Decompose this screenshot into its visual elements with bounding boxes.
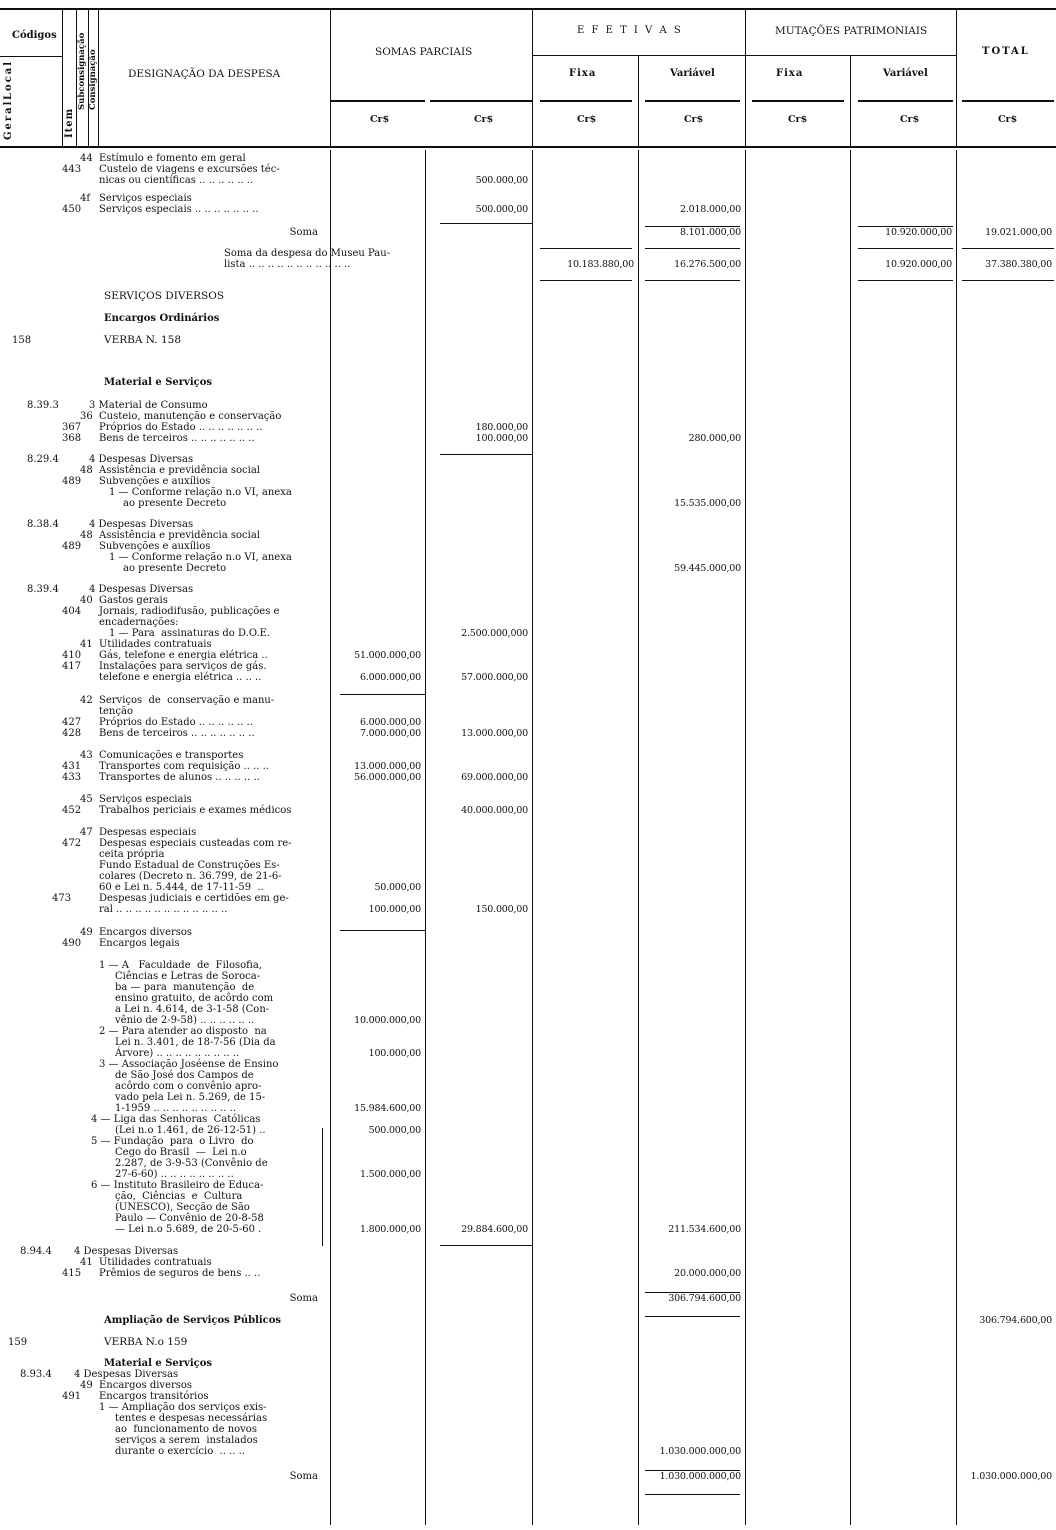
row-label: Instalações para serviços de gás. (99, 661, 267, 672)
row-label: lista .. .. .. .. .. .. .. .. .. .. .. (224, 259, 351, 270)
amount-ev: 1.030.000.000,00 (659, 1446, 741, 1457)
row-code: 410 (62, 650, 82, 661)
subtotal-rule (645, 1494, 740, 1495)
row-label: — Lei n.o 5.689, de 20-5-60 . (115, 1224, 262, 1235)
row-label: vênio de 2-9-58) .. .. .. .. .. .. (115, 1015, 255, 1026)
amount-ev: 2.018.000,00 (679, 204, 741, 215)
row-label: Gastos gerais (99, 595, 168, 606)
amount-ev: 59.445.000,00 (674, 563, 741, 574)
header-subrule (645, 100, 740, 102)
row-code: 8.39.3 (27, 400, 59, 411)
subtotal-rule (440, 454, 532, 455)
row-code: 404 (62, 606, 82, 617)
row-code: 48 (80, 530, 93, 541)
amount-ev: 20.000.000,00 (674, 1268, 741, 1279)
row-code: 43 (80, 750, 93, 761)
row-code: 8.39.4 (27, 584, 59, 595)
subtotal-rule (340, 930, 425, 931)
row-code: 473 (52, 893, 72, 904)
row-code: 49 (80, 927, 93, 938)
row-label: 3 Material de Consumo (89, 400, 208, 411)
subtotal-rule (340, 694, 425, 695)
header-efetivas: E F E T I V A S (577, 25, 683, 36)
row-label: 4 — Liga das Senhoras Católicas (91, 1114, 261, 1125)
row-label: 4 Despesas Diversas (74, 1246, 179, 1257)
row-label: Fundo Estadual de Construções Es- (99, 860, 280, 871)
section-subheading: Material e Serviços (104, 377, 213, 388)
row-label: Despesas especiais (99, 827, 197, 838)
row-label: Próprios do Estado .. .. .. .. .. .. (99, 717, 253, 728)
amount-sp1: 1.800.000,00 (359, 1224, 421, 1235)
row-label: vado pela Lei n. 5.269, de 15- (115, 1092, 266, 1103)
currency-label: Cr$ (370, 114, 390, 125)
row-label: ba — para manutenção de (115, 982, 255, 993)
currency-label: Cr$ (474, 114, 494, 125)
row-label: encadernações: (99, 617, 179, 628)
header-local: Local (3, 59, 14, 100)
row-label: Bens de terceiros .. .. .. .. .. .. .. (99, 433, 255, 444)
amount-ev: 8.101.000,00 (679, 227, 741, 238)
amount-ev: 16.276.500,00 (674, 259, 741, 270)
header-subrule (330, 100, 425, 102)
subtotal-rule (645, 1316, 740, 1317)
amount-sp1: 100.000,00 (368, 1048, 421, 1059)
header-subrule (0, 56, 62, 57)
row-label: Comunicações e transportes (99, 750, 244, 761)
header-item: Item (64, 107, 75, 138)
row-label: Transportes com requisição .. .. .. (99, 761, 269, 772)
amount-ev: 280.000,00 (688, 433, 741, 444)
subtotal-rule (645, 280, 740, 281)
row-code: 42 (80, 695, 93, 706)
subtotal-rule (440, 1245, 532, 1246)
header-divider (956, 10, 957, 146)
header-fixa: Fixa (569, 68, 597, 79)
row-label: Assistência e previdência social (99, 530, 260, 541)
row-label: Serviços especiais (99, 193, 192, 204)
amount-total: 306.794.600,00 (979, 1315, 1052, 1326)
row-label: Despesas especiais custeadas com re- (99, 838, 292, 849)
row-label: Assistência e previdência social (99, 465, 260, 476)
row-code: 36 (80, 411, 93, 422)
row-label: telefone e energia elétrica .. .. .. (99, 672, 262, 683)
row-code: 4f (80, 193, 91, 204)
subtotal-rule (645, 248, 740, 249)
header-divider (98, 10, 99, 146)
column-divider (532, 150, 533, 1525)
row-label: ao funcionamento de novos (115, 1424, 257, 1435)
row-label: ao presente Decreto (123, 563, 227, 574)
row-code: 490 (62, 938, 82, 949)
row-label: 3 — Associação Joséense de Ensino (99, 1059, 279, 1070)
amount-total: 1.030.000.000,00 (970, 1471, 1052, 1482)
header-divider (745, 10, 746, 146)
header-divider (330, 10, 331, 146)
row-code: 417 (62, 661, 82, 672)
amount-ev: 306.794.600,00 (668, 1293, 741, 1304)
row-label: Paulo — Convênio de 20-8-58 (115, 1213, 264, 1224)
header-designacao: DESIGNAÇÃO DA DESPESA (128, 68, 281, 80)
row-label: 1-1959 .. .. .. .. .. .. .. .. .. (115, 1103, 237, 1114)
amount-sp1: 51.000.000,00 (354, 650, 421, 661)
subtotal-rule (540, 280, 632, 281)
header-subrule (540, 100, 632, 102)
row-label: (UNESCO), Secção de São (115, 1202, 250, 1213)
row-label: 4 Despesas Diversas (89, 584, 194, 595)
row-code: 443 (62, 164, 82, 175)
row-label: a Lei n. 4.614, de 3-1-58 (Con- (115, 1004, 270, 1015)
amount-sp1: 56.000.000,00 (354, 772, 421, 783)
amount-total: 19.021.000,00 (985, 227, 1052, 238)
row-label: Jornais, radiodifusão, publicações e (99, 606, 280, 617)
amount-sp1: 50.000,00 (374, 882, 421, 893)
amount-sp1: 1.500.000,00 (359, 1169, 421, 1180)
subtotal-rule (962, 280, 1054, 281)
row-code: 8.38.4 (27, 519, 59, 530)
row-code: 45 (80, 794, 93, 805)
amount-mv: 10.920.000,00 (885, 227, 952, 238)
row-label: Árvore) .. .. .. .. .. .. .. .. .. (115, 1048, 240, 1059)
row-label: 4 Despesas Diversas (74, 1369, 179, 1380)
amount-sp2: 69.000.000,00 (461, 772, 528, 783)
header-somas-parciais: SOMAS PARCIAIS (375, 46, 473, 58)
row-code: 415 (62, 1268, 82, 1279)
subtotal-rule (858, 280, 953, 281)
row-code: 158 (12, 335, 32, 346)
row-code: 427 (62, 717, 82, 728)
header-subrule (430, 100, 532, 102)
header-divider (638, 55, 639, 146)
column-divider (330, 150, 331, 1525)
row-label: Próprios do Estado .. .. .. .. .. .. .. (99, 422, 263, 433)
row-label: de São José dos Campos de (115, 1070, 254, 1081)
amount-sp2: 2.500.000,000 (461, 628, 528, 639)
subtotal-rule (540, 248, 632, 249)
section-heading: VERBA N. 158 (104, 334, 182, 346)
header-subrule (532, 55, 956, 56)
row-label: ceita própria (99, 849, 165, 860)
currency-label: Cr$ (577, 114, 597, 125)
amount-sp2: 180.000,00 (475, 422, 528, 433)
section-subheading: Material e Serviços (104, 1358, 213, 1369)
currency-label: Cr$ (788, 114, 808, 125)
header-variavel: Variável (670, 68, 715, 79)
amount-sp1: 10.000.000,00 (354, 1015, 421, 1026)
header-codigos: Códigos (12, 30, 57, 41)
row-code: 452 (62, 805, 82, 816)
amount-sp1: 15.984.600,00 (354, 1103, 421, 1114)
amount-ef: 10.183.880,00 (567, 259, 634, 270)
amount-sp2: 500.000,00 (475, 175, 528, 186)
row-label: 1 — Ampliação dos serviços exis- (99, 1402, 267, 1413)
amount-sp2: 150.000,00 (475, 904, 528, 915)
row-code: 367 (62, 422, 82, 433)
row-label: Encargos legais (99, 938, 180, 949)
row-label: tenção (99, 706, 133, 717)
row-label: nicas ou científicas .. .. .. .. .. .. (99, 175, 254, 186)
subtotal-rule (440, 223, 532, 224)
row-label: (Lei n.o 1.461, de 26-12-51) .. (115, 1125, 266, 1136)
section-subheading: Ampliação de Serviços Públicos (104, 1315, 282, 1326)
row-label: Utilidades contratuais (99, 1257, 212, 1268)
amount-sp2: 500.000,00 (475, 204, 528, 215)
row-label: Soma (289, 1471, 318, 1482)
header-total: TOTAL (982, 46, 1030, 57)
row-label: 2 — Para atender ao disposto na (99, 1026, 267, 1037)
column-divider (425, 150, 426, 1525)
amount-total: 37.380.380,00 (985, 259, 1052, 270)
amount-sp1: 500.000,00 (368, 1125, 421, 1136)
row-code: 431 (62, 761, 82, 772)
row-label: 4 Despesas Diversas (89, 519, 194, 530)
row-label: durante o exercício .. .. .. (115, 1446, 245, 1457)
amount-sp1: 7.000.000,00 (359, 728, 421, 739)
section-subheading: Encargos Ordinários (104, 313, 220, 324)
row-label: Estímulo e fomento em geral (99, 153, 246, 164)
row-code: 44 (80, 153, 93, 164)
row-code: 450 (62, 204, 82, 215)
amount-mv: 10.920.000,00 (885, 259, 952, 270)
row-code: 40 (80, 595, 93, 606)
row-label: Lei n. 3.401, de 18-7-56 (Dia da (115, 1037, 276, 1048)
row-label: 1 — Conforme relação n.o VI, anexa (109, 487, 292, 498)
row-label: Encargos transitórios (99, 1391, 209, 1402)
amount-ev: 1.030.000.000,00 (659, 1471, 741, 1482)
currency-label: Cr$ (684, 114, 704, 125)
row-label: Serviços de conservação e manu- (99, 695, 275, 706)
row-label: Soma (289, 1293, 318, 1304)
row-label: Trabalhos periciais e exames médicos (99, 805, 292, 816)
row-label: Subvenções e auxílios (99, 476, 211, 487)
row-code: 428 (62, 728, 82, 739)
row-code: 41 (80, 1257, 93, 1268)
amount-sp2: 40.000.000,00 (461, 805, 528, 816)
amount-sp2: 57.000.000,00 (461, 672, 528, 683)
row-label: Utilidades contratuais (99, 639, 212, 650)
top-rule (0, 8, 1056, 10)
row-label: serviços a serem instalados (115, 1435, 258, 1446)
row-code: 49 (80, 1380, 93, 1391)
row-label: Prêmios de seguros de bens .. .. (99, 1268, 261, 1279)
row-label: Despesas judiciais e certidões em ge- (99, 893, 289, 904)
row-label: ral .. .. .. .. .. .. .. .. .. .. .. .. (99, 904, 228, 915)
header-subrule (962, 100, 1054, 102)
row-label: acôrdo com o convênio apro- (115, 1081, 262, 1092)
row-label: 27-6-60) .. .. .. .. .. .. .. .. (115, 1169, 234, 1180)
row-label: 4 Despesas Diversas (89, 454, 194, 465)
amount-sp2: 29.884.600,00 (461, 1224, 528, 1235)
header-geral: Geral (3, 99, 14, 140)
row-label: 1 — Conforme relação n.o VI, anexa (109, 552, 292, 563)
amount-sp2: 100.000,00 (475, 433, 528, 444)
row-label: Encargos diversos (99, 1380, 193, 1391)
row-code: 433 (62, 772, 82, 783)
row-label: Serviços especiais (99, 794, 192, 805)
header-subrule (858, 100, 953, 102)
row-label: 1 — Para assinaturas do D.O.E. (109, 628, 271, 639)
amount-sp1: 13.000.000,00 (354, 761, 421, 772)
row-label: Ciências e Letras de Soroca- (115, 971, 261, 982)
subtotal-rule (962, 248, 1054, 249)
amount-sp1: 6.000.000,00 (359, 672, 421, 683)
row-code: 472 (62, 838, 82, 849)
row-label: Transportes de alunos .. .. .. .. .. (99, 772, 260, 783)
header-consignacao: Consignação (88, 49, 98, 110)
row-label: Gás, telefone e energia elétrica .. (99, 650, 268, 661)
header-subconsignacao: Subconsignação (77, 32, 87, 110)
row-label: Serviços especiais .. .. .. .. .. .. .. (99, 204, 259, 215)
row-label: colares (Decreto n. 36.799, de 21-6- (99, 871, 282, 882)
row-code: 47 (80, 827, 93, 838)
subtotal-rule (858, 248, 953, 249)
row-label: ensino gratuito, de acôrdo com (115, 993, 274, 1004)
header-fixa-mutacoes: Fixa (776, 68, 804, 79)
row-label: Soma da despesa do Museu Pau- (224, 248, 391, 259)
column-divider (745, 150, 746, 1525)
bracket-line (322, 1128, 323, 1246)
header-divider (850, 55, 851, 146)
currency-label: Cr$ (900, 114, 920, 125)
row-label: tentes e despesas necessárias (115, 1413, 268, 1424)
row-code: 8.94.4 (20, 1246, 52, 1257)
header-subrule (752, 100, 844, 102)
row-label: ao presente Decreto (123, 498, 227, 509)
row-label: Custeio, manutenção e conservação (99, 411, 282, 422)
amount-sp2: 13.000.000,00 (461, 728, 528, 739)
row-label: Custeio de viagens e excursões téc- (99, 164, 280, 175)
amount-sp1: 100.000,00 (368, 904, 421, 915)
row-label: 5 — Fundação para o Livro do (91, 1136, 254, 1147)
column-divider (850, 150, 851, 1525)
row-code: 48 (80, 465, 93, 476)
row-label: 1 — A Faculdade de Filosofia, (99, 960, 262, 971)
row-code: 159 (8, 1337, 28, 1348)
header-variavel-mutacoes: Variável (883, 68, 928, 79)
amount-ev: 15.535.000,00 (674, 498, 741, 509)
header-mutacoes: MUTAÇÕES PATRIMONIAIS (775, 25, 928, 37)
header-divider (62, 10, 63, 146)
header-bottom-rule (0, 146, 1056, 148)
row-code: 491 (62, 1391, 82, 1402)
row-label: Cego do Brasil — Lei n.o (115, 1147, 247, 1158)
row-label: ção, Ciências e Cultura (115, 1191, 243, 1202)
header-divider (532, 10, 533, 146)
column-divider (638, 150, 639, 1525)
row-label: 6 — Instituto Brasileiro de Educa- (91, 1180, 264, 1191)
row-code: 489 (62, 476, 82, 487)
row-code: 41 (80, 639, 93, 650)
row-code: 368 (62, 433, 82, 444)
amount-ev: 211.534.600,00 (668, 1224, 741, 1235)
row-label: Soma (289, 227, 318, 238)
row-label: Bens de terceiros .. .. .. .. .. .. .. (99, 728, 255, 739)
row-label: Subvenções e auxílios (99, 541, 211, 552)
row-code: 489 (62, 541, 82, 552)
row-label: 2.287, de 3-9-53 (Convênio de (115, 1158, 268, 1169)
section-heading: SERVIÇOS DIVERSOS (104, 290, 225, 302)
amount-sp1: 6.000.000,00 (359, 717, 421, 728)
currency-label: Cr$ (998, 114, 1018, 125)
row-label: Encargos diversos (99, 927, 193, 938)
row-code: 8.93.4 (20, 1369, 52, 1380)
section-heading: VERBA N.o 159 (104, 1336, 188, 1348)
row-code: 8.29.4 (27, 454, 59, 465)
row-label: 60 e Lei n. 5.444, de 17-11-59 .. (99, 882, 264, 893)
